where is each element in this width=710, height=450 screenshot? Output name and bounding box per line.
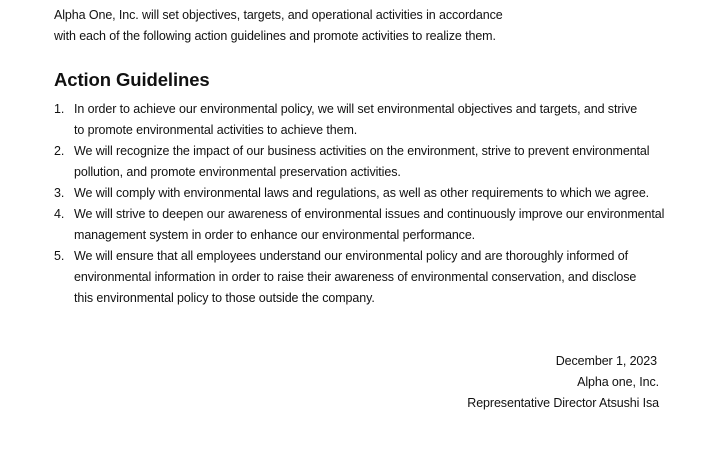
guideline-line: In order to achieve our environmental policy, we will set environmental objectives and targets, and strive bbox=[74, 102, 638, 116]
guideline-item bbox=[54, 183, 694, 204]
guideline-line: We will strive to deepen our awareness of environmental issues and continuously improve our environmental bbox=[74, 207, 665, 221]
section-heading: Action Guidelines bbox=[54, 69, 210, 90]
guideline-item bbox=[54, 99, 694, 141]
guideline-line: this environmental policy to those outside the company. bbox=[74, 291, 375, 305]
signature-date: December 1, 2023 bbox=[555, 354, 657, 368]
guideline-item bbox=[54, 204, 694, 246]
guideline-number: 1. bbox=[54, 102, 65, 116]
guideline-item bbox=[54, 246, 694, 309]
intro-line: Alpha One, Inc. will set objectives, targets, and operational activities in accordance bbox=[54, 8, 503, 22]
guidelines-list bbox=[54, 99, 694, 309]
guideline-number: 3. bbox=[54, 186, 65, 200]
guideline-line: We will recognize the impact of our business activities on the environment, strive to prevent environmental bbox=[74, 144, 650, 158]
guideline-line: We will ensure that all employees understand our environmental policy and are thoroughly informed of bbox=[74, 249, 628, 263]
signature-block bbox=[467, 351, 659, 414]
signature-company: Alpha one, Inc. bbox=[577, 375, 659, 389]
intro-paragraph bbox=[54, 5, 503, 47]
guideline-line: management system in order to enhance our environmental performance. bbox=[74, 228, 476, 242]
guideline-line: environmental information in order to raise their awareness of environmental conservation, and disclose bbox=[74, 270, 637, 284]
guideline-line: pollution, and promote environmental preservation activities. bbox=[74, 165, 401, 179]
guideline-number: 4. bbox=[54, 207, 65, 221]
intro-line: with each of the following action guidelines and promote activities to realize them. bbox=[54, 29, 496, 43]
guideline-line: We will comply with environmental laws and regulations, as well as other requirements to which we agree. bbox=[74, 186, 650, 200]
guideline-number: 2. bbox=[54, 144, 65, 158]
signature-signatory: Representative Director Atsushi Isa bbox=[467, 396, 659, 410]
guideline-item bbox=[54, 141, 694, 183]
guideline-line: to promote environmental activities to achieve them. bbox=[74, 123, 358, 137]
guideline-number: 5. bbox=[54, 249, 65, 263]
